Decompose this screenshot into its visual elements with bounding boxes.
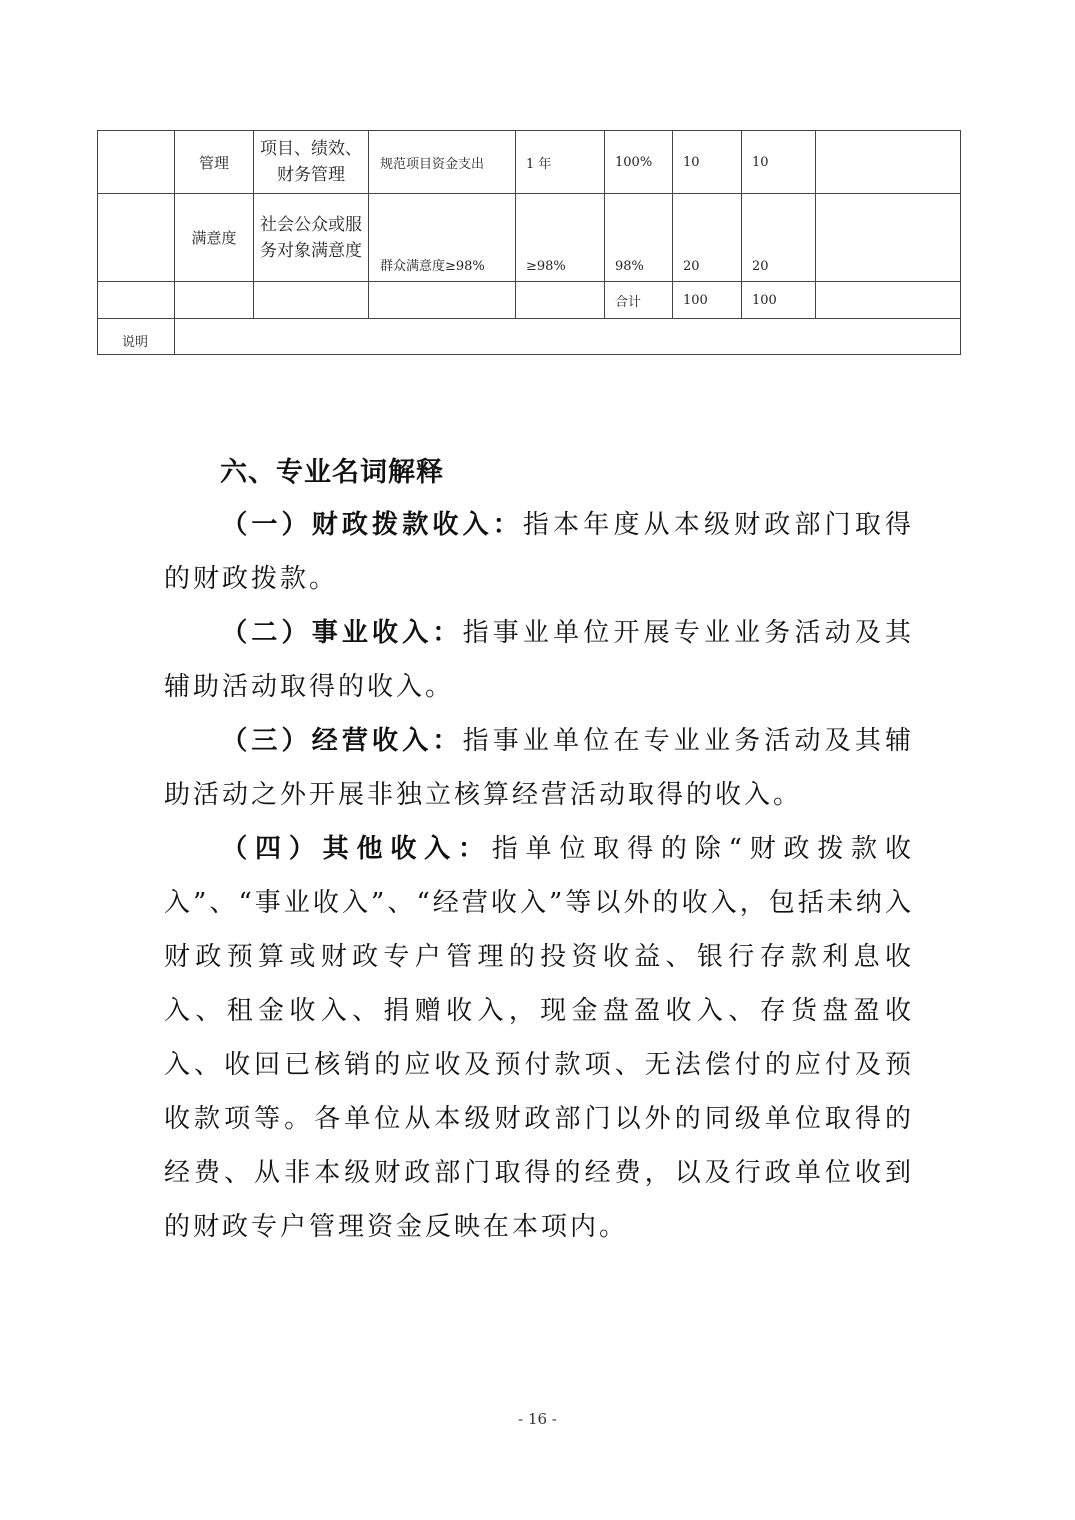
definition-paragraph <box>164 714 914 822</box>
dimension-cell: 管理 <box>175 131 254 194</box>
definitions <box>164 498 914 1254</box>
weight-cell: 20 <box>673 194 742 282</box>
total-label: 合计 <box>605 282 673 319</box>
total-weight: 100 <box>673 282 742 319</box>
score-cell: 10 <box>742 131 816 194</box>
definition-paragraph <box>164 606 914 714</box>
remark-label: 说明 <box>98 319 175 355</box>
remark-value <box>175 319 961 355</box>
definition-text: 指事业单位开展专业业务活动及其辅助活动取得的收入。 <box>164 618 914 702</box>
table-cell <box>98 194 175 282</box>
table-cell <box>175 282 254 319</box>
actual-cell: 98% <box>605 194 673 282</box>
table-cell <box>516 282 605 319</box>
actual-cell: 100% <box>605 131 673 194</box>
table-cell <box>98 282 175 319</box>
table-cell <box>98 131 175 194</box>
target-cell: 1 年 <box>516 131 605 194</box>
indicator-cell: 群众满意度≥98% <box>369 194 516 282</box>
sub-dimension-cell: 社会公众或服务对象满意度 <box>254 194 369 282</box>
table-row <box>98 282 961 319</box>
definition-term: （一）财政拨款收入： <box>221 510 523 540</box>
definition-paragraph <box>164 498 914 606</box>
sub-dimension-cell: 项目、绩效、财务管理 <box>254 131 369 194</box>
score-cell: 20 <box>742 194 816 282</box>
page-number: - 16 - <box>518 1410 557 1428</box>
definition-text: 指事业单位在专业业务活动及其辅助活动之外开展非独立核算经营活动取得的收入。 <box>164 726 914 810</box>
weight-cell: 10 <box>673 131 742 194</box>
section-title: 六、专业名词解释 <box>220 457 444 488</box>
performance-table <box>97 130 961 355</box>
table-row <box>98 131 961 194</box>
definition-paragraph <box>164 822 914 1254</box>
definition-text: 指单位取得的除“财政拨款收入”、“事业收入”、“经营收入”等以外的收入，包括未纳入财政预算或财政专户管理的投资收益、银行存款利息收入、租金收入、捐赠收入，现金盘盈收入、存货盘盈收入、收回已核销的应收及预付款项、无法偿付的应付及预收款项等。各单位从本级财政部门以外的同级单位取得的经费、从非本级财政部门取得的经费，以及行政单位收到的财政专户管理资金反映在本项内。 <box>164 834 914 1242</box>
dimension-cell: 满意度 <box>175 194 254 282</box>
definition-term: （二）事业收入： <box>221 618 463 648</box>
definition-term: （四）其他收入： <box>221 834 492 864</box>
indicator-cell: 规范项目资金支出 <box>369 131 516 194</box>
table-row <box>98 194 961 282</box>
definition-text: 指本年度从本级财政部门取得的财政拨款。 <box>164 510 914 594</box>
table-cell <box>816 282 961 319</box>
definition-term: （三）经营收入： <box>221 726 463 756</box>
total-score: 100 <box>742 282 816 319</box>
table-row <box>98 319 961 355</box>
table-cell <box>254 282 369 319</box>
note-cell <box>816 194 961 282</box>
note-cell <box>816 131 961 194</box>
table-cell <box>369 282 516 319</box>
target-cell: ≥98% <box>516 194 605 282</box>
